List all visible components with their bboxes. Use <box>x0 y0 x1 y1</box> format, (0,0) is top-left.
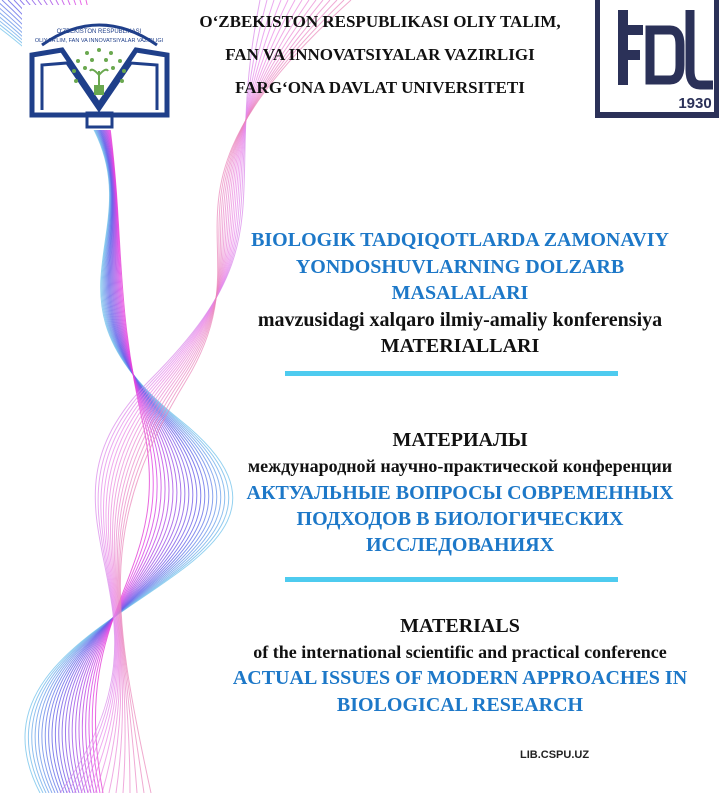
uz-title-line: YONDOSHUVLARNING DOLZARB <box>295 256 625 278</box>
ru-title-line: АКТУАЛЬНЫЕ ВОПРОСЫ СОВРЕМЕННЫХ <box>246 482 674 504</box>
en-subtitle: of the international scientific and practical conference <box>253 642 667 662</box>
header-ministry-line2: FAN VA INNOVATSIYALAR VAZIRLIGI <box>225 45 535 64</box>
ministry-logo <box>22 5 177 130</box>
uz-title-line: BIOLOGIK TADQIQOTLARDA ZAMONAVIY <box>251 229 669 251</box>
header-ministry-line1: O‘ZBEKISTON RESPUBLIKASI OLIY TALIM, <box>199 12 561 31</box>
ru-materials-label: МАТЕРИАЛЫ <box>392 429 528 451</box>
en-title-line: ACTUAL ISSUES OF MODERN APPROACHES IN <box>232 667 688 689</box>
divider <box>285 371 618 376</box>
svg-text:OLIY TA'LIM, FAN VA INNOVATSIY: OLIY TA'LIM, FAN VA INNOVATSIYALAR VAZIRLIGI <box>34 38 164 44</box>
ru-title-line: ИССЛЕДОВАНИЯХ <box>365 534 555 556</box>
en-materials-label: MATERIALS <box>400 615 520 637</box>
svg-text:1930: 1930 <box>678 95 712 112</box>
ru-subtitle: международной научно-практической конференции <box>247 456 673 476</box>
svg-text:O'ZBEKISTON RESPUBLIKASI: O'ZBEKISTON RESPUBLIKASI <box>56 29 142 35</box>
ru-title-line: ПОДХОДОВ В БИОЛОГИЧЕСКИХ <box>296 508 624 530</box>
header-university-name: FARG‘ONA DAVLAT UNIVERSITETI <box>235 78 525 97</box>
library-watermark: LIB.CSPU.UZ <box>520 749 590 761</box>
divider <box>285 577 618 582</box>
uz-materials-label: MATERIALLARI <box>380 335 540 357</box>
uz-subtitle: mavzusidagi xalqaro ilmiy-amaliy konferensiya <box>257 309 663 331</box>
fdu-university-logo <box>595 0 719 118</box>
en-title-line: BIOLOGICAL RESEARCH <box>336 694 584 716</box>
uz-title-line: MASALALARI <box>391 282 529 304</box>
